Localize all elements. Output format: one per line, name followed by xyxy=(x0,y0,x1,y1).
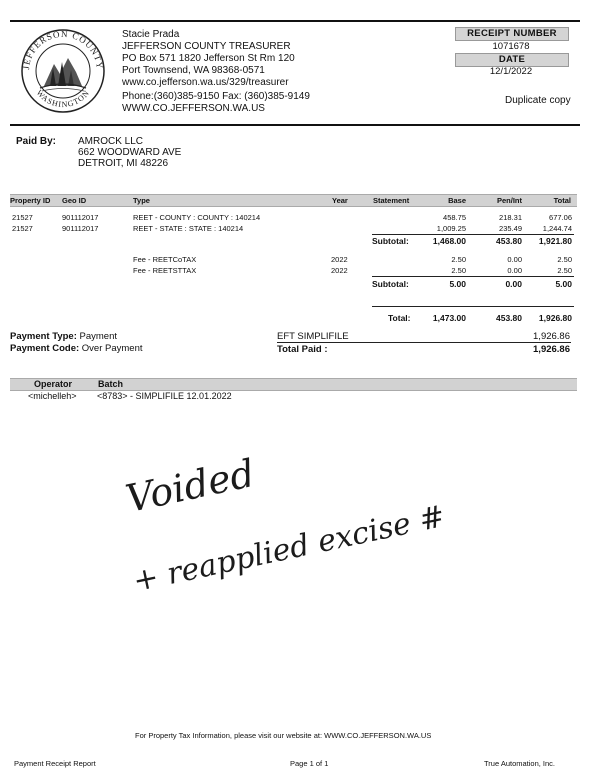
cell-total: 677.06 xyxy=(549,213,572,222)
payment-code-label: Payment Code: xyxy=(10,343,80,354)
treasurer-office: JEFFERSON COUNTY TREASURER xyxy=(122,41,291,52)
cell-year: 2022 xyxy=(331,266,348,275)
seal-bottom-text: WASHINGTON xyxy=(34,88,92,110)
cell-pen-int: 235.49 xyxy=(499,224,522,233)
payment-method-amount: 1,926.86 xyxy=(533,331,570,342)
footer-report-name: Payment Receipt Report xyxy=(14,759,96,768)
payment-type-label: Payment Type: xyxy=(10,331,77,342)
col-year: Year xyxy=(332,196,348,205)
top-rule xyxy=(10,20,580,22)
duplicate-copy-note: Duplicate copy xyxy=(505,95,571,106)
cell-pen-int: 0.00 xyxy=(507,266,522,275)
cell-base: 458.75 xyxy=(443,213,466,222)
col-total: Total xyxy=(553,196,571,205)
cell-pen-int: 218.31 xyxy=(499,213,522,222)
subtotal-base: 1,468.00 xyxy=(432,236,466,246)
payer-street: 662 WOODWARD AVE xyxy=(78,147,182,158)
payer-block xyxy=(78,136,181,169)
cell-geo-id: 901112017 xyxy=(62,224,99,233)
cell-total: 2.50 xyxy=(557,266,572,275)
payment-type xyxy=(10,331,117,342)
treasurer-name: Stacie Prada xyxy=(122,29,180,40)
treasurer-website-caps: WWW.CO.JEFFERSON.WA.US xyxy=(122,103,265,114)
table-header-bar xyxy=(10,194,577,207)
handwritten-voided: Voided xyxy=(122,450,259,522)
footer-page: Page 1 of 1 xyxy=(290,759,329,768)
col-property-id: Property ID xyxy=(10,196,51,205)
operator-header-bar xyxy=(10,378,577,391)
cell-total: 1,244.74 xyxy=(542,224,572,233)
cell-property-id: 21527 xyxy=(12,224,33,233)
subtotal-total: 5.00 xyxy=(555,279,572,289)
col-type: Type xyxy=(133,196,150,205)
subtotal-label: Subtotal: xyxy=(372,236,409,246)
cell-type: Fee - REETCoTAX xyxy=(133,255,197,264)
payment-code xyxy=(10,343,143,354)
cell-type: REET - COUNTY : COUNTY : 140214 xyxy=(133,213,261,222)
treasurer-address-line2: Port Townsend, WA 98368-0571 xyxy=(122,65,265,76)
col-pen-int: Pen/Int xyxy=(496,196,522,205)
total-base: 1,473.00 xyxy=(432,313,466,323)
cell-base: 2.50 xyxy=(451,266,466,275)
total-paid-amount: 1,926.86 xyxy=(533,344,570,355)
subtotal-total: 1,921.80 xyxy=(538,236,572,246)
footer-website-note: For Property Tax Information, please visit our website at: WWW.CO.JEFFERSON.WA.US xyxy=(135,731,432,740)
treasurer-address-line1: PO Box 571 1820 Jefferson St Rm 120 xyxy=(122,53,295,64)
total-label: Total: xyxy=(388,313,411,323)
handwritten-reapplied: + reapplied excise # xyxy=(130,498,448,600)
cell-type: Fee - REETSTTAX xyxy=(133,266,197,275)
seal-top-text: JEFFERSON COUNTY xyxy=(20,28,106,71)
cell-base: 1,009.25 xyxy=(436,224,466,233)
receipt-number-label: RECEIPT NUMBER xyxy=(455,27,569,41)
paid-by-label: Paid By: xyxy=(16,136,57,147)
total-total: 1,926.80 xyxy=(538,313,572,323)
subtotal2-rule xyxy=(372,276,574,277)
col-geo-id: Geo ID xyxy=(62,196,87,205)
cell-property-id: 21527 xyxy=(12,213,33,222)
subtotal1-rule xyxy=(372,234,574,235)
subtotal-base: 5.00 xyxy=(449,279,466,289)
total-paid-rule xyxy=(277,342,571,343)
receipt-number: 1071678 xyxy=(492,41,530,52)
col-statement: Statement xyxy=(373,196,410,205)
batch-value: <8783> - SIMPLIFILE 12.01.2022 xyxy=(97,391,232,401)
cell-geo-id: 901112017 xyxy=(62,213,99,222)
total-rule xyxy=(372,306,574,307)
col-base: Base xyxy=(448,196,466,205)
treasurer-phone-fax: Phone:(360)385-9150 Fax: (360)385-9149 xyxy=(122,91,310,102)
header-rule xyxy=(10,124,580,126)
receipt-date: 12/1/2022 xyxy=(489,66,533,77)
operator-value: <michelleh> xyxy=(28,391,77,401)
subtotal-label: Subtotal: xyxy=(372,279,409,289)
cell-type: REET - STATE : STATE : 140214 xyxy=(133,224,244,233)
cell-pen-int: 0.00 xyxy=(507,255,522,264)
payer-city: DETROIT, MI 48226 xyxy=(78,158,169,169)
payer-name: AMROCK LLC xyxy=(78,136,144,147)
treasurer-website: www.co.jefferson.wa.us/329/treasurer xyxy=(122,77,289,88)
col-operator: Operator xyxy=(34,379,73,389)
total-paid-label: Total Paid : xyxy=(277,344,328,355)
county-seal-icon xyxy=(20,28,106,114)
payment-code-value: Over Payment xyxy=(81,343,143,354)
subtotal-pen-int: 0.00 xyxy=(505,279,522,289)
cell-total: 2.50 xyxy=(557,255,572,264)
receipt-date-label: DATE xyxy=(455,53,569,67)
cell-year: 2022 xyxy=(331,255,348,264)
subtotal-pen-int: 453.80 xyxy=(496,236,522,246)
svg-text:JEFFERSON COUNTY xyxy=(21,29,105,70)
cell-base: 2.50 xyxy=(451,255,466,264)
total-pen-int: 453.80 xyxy=(496,313,522,323)
footer-vendor: True Automation, Inc. xyxy=(484,759,556,768)
payment-method: EFT SIMPLIFILE xyxy=(277,331,349,342)
payment-type-value: Payment xyxy=(79,331,118,342)
col-batch: Batch xyxy=(98,379,124,389)
